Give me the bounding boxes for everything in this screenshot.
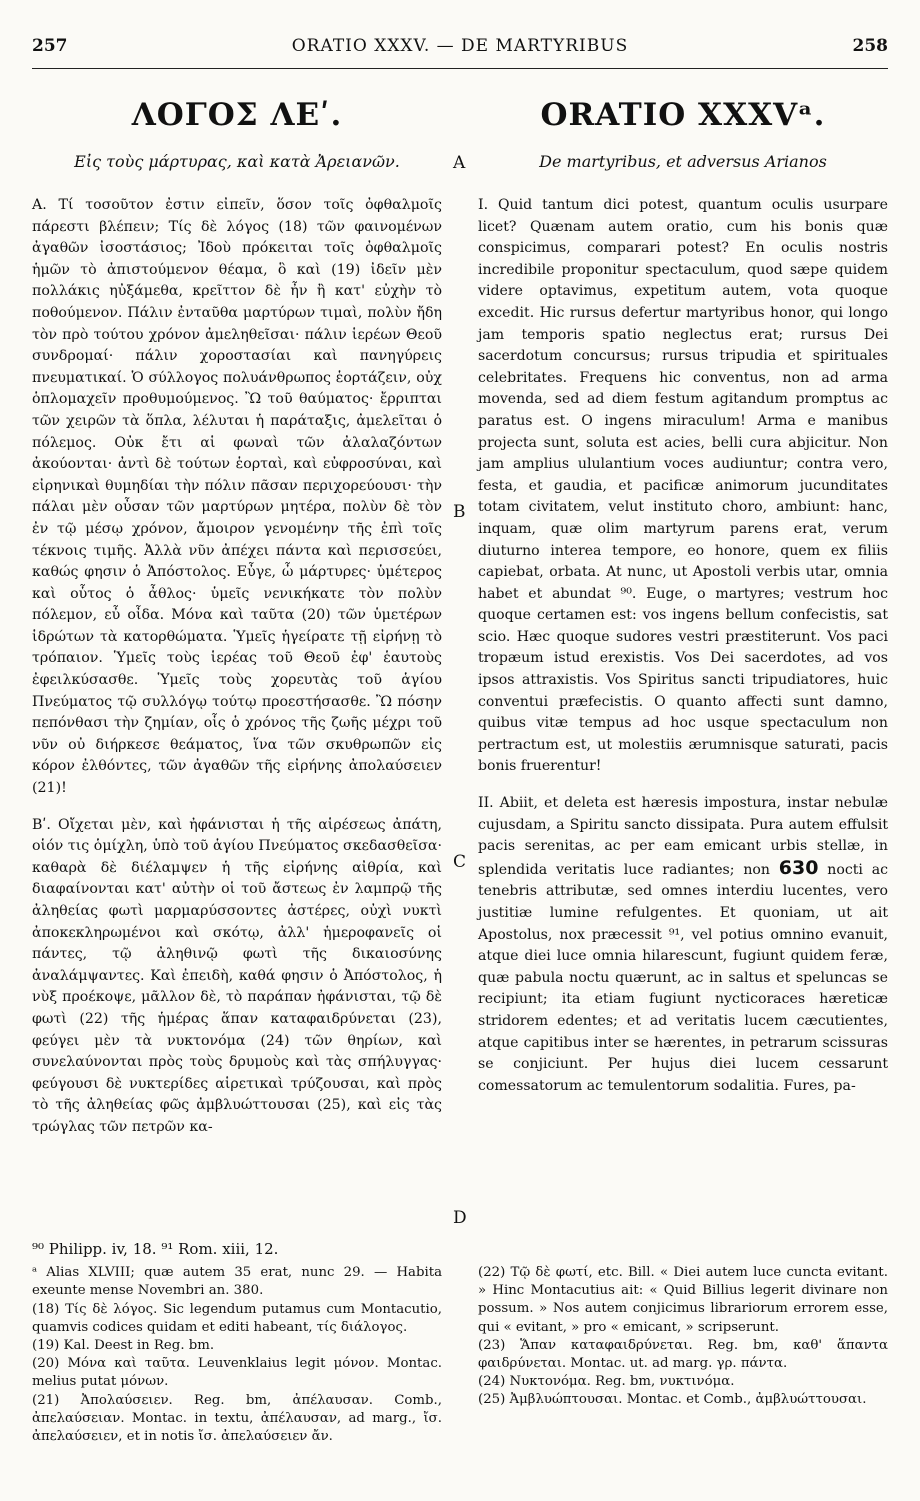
- footnote-21: (21) Ἀπολαύσειεν. Reg. bm, ἀπέλαυσαν. Comb., ἀπελαύσειαν. Montac. in textu, ἀπέλαυσαν, ad marg., ἴσ. ἀπελαύσειεν, et in notis ἴσ. ἀπελαύσειεν ἄν.: [32, 1392, 442, 1445]
- greek-paragraph-2: Βʹ. Οἴχεται μὲν, καὶ ἠφάνισται ἡ τῆς αἱρέσεως ἀπάτη, οἱόν τις ὁμίχλη, ὑπὸ τοῦ ἁγίου Πνεύματος σκεδασθεῖσα· καθαρὰ δὲ διέλαμψεν ἡ τῆς εἰρήνης αἰθρία, καὶ διαφαίνονται κατ' αὐτὴν οἱ τοῦ ἄστεως ἐν λαμπρῷ τῆς ἀληθείας φωτὶ μαρμαρύσσοντες ἀστέρες, οὐχὶ νυκτὶ ἀποκεκληρωμένοι καὶ σκότῳ, ἀλλ' ἡμεροφανεῖς οἱ πάντες, τῷ ἀληθινῷ φωτὶ τῆς δικαιοσύνης ἀναλάμψαντες. Καὶ ἐπειδὴ, καθά φησιν ὁ Ἀπόστολος, ἡ νὺξ προέκοψε, μᾶλλον δὲ, τὸ παράπαν ἠφάνισται, τῷ δὲ φωτὶ (22) τῆς ἡμέρας ἅπαν καταφαιδρύνεται (23), φεύγει μὲν τὰ νυκτονόμα (24) τῶν θηρίων, καὶ συνελαύνονται πρὸς τοὺς δρυμοὺς καὶ τὰς σπήλυγγας· φεύγουσι δὲ νυκτερίδες αἱρετικαὶ τρύζουσαι, καὶ πρὸς τὸ τῆς ἀληθείας φῶς ἀμβλυώττουσαι (25), καὶ εἰς τὰς τρώγλας τῶν πετρῶν κα-: [32, 816, 442, 1135]
- footnote-25: (25) Ἀμβλυώπτουσαι. Montac. et Comb., ἀμβλυώττουσαι.: [478, 1392, 867, 1408]
- section-marker-b: B: [453, 502, 466, 522]
- greek-title: ΛΟΓΟΣ ΛΕʹ.: [131, 97, 343, 133]
- page-number-left: 257: [32, 36, 68, 56]
- section-marker-c: C: [453, 852, 467, 872]
- page-number-right: 258: [852, 36, 888, 56]
- scripture-citations: ⁹⁰ Philipp. iv, 18. ⁹¹ Rom. xiii, 12.: [32, 1240, 279, 1258]
- greek-column: [32, 95, 442, 1139]
- latin-subtitle: De martyribus, et adversus Arianos: [539, 152, 827, 171]
- latin-paragraph-2: [478, 793, 888, 1097]
- running-header: [32, 28, 888, 69]
- footnotes-right: [478, 1264, 888, 1410]
- footnote-23: (23) Ἅπαν καταφαιδρύνεται. Reg. bm, καθ' ἅπαντα φαιδρύνεται. Montac. ut. ad marg. γρ. πάντα.: [478, 1337, 888, 1372]
- footnote-20: (20) Μόνα καὶ ταῦτα. Leuvenklaius legit μόνον. Montac. melius putat μόνων.: [32, 1356, 442, 1390]
- column-number: 630: [778, 856, 819, 879]
- footnotes-left: [32, 1240, 442, 1446]
- latin-column: [478, 95, 888, 1097]
- footnote-24: (24) Νυκτονόμα. Reg. bm, νυκτινόμα.: [478, 1374, 735, 1390]
- latin-paragraph-2-start: II. Abiit, et deleta est hæresis impostura, instar nebulæ cujusdam, a Spiritu sancto dissipata. Pura autem effulsit pacis serenitas, ac per eam emicant urbis stellæ, in splendida veritatis luce radiantes; non: [478, 795, 888, 878]
- latin-paragraph-2-end: nocti ac tenebris attributæ, sed omnes interdiu lucentes, vero justitiæ lumine refulgentes. Et quoniam, ut ait Apostolus, nox præcessit ⁹¹, vel potius omnino evanuit, atque diei luce omnia hilarescunt, fugiunt quidem feræ, quæ pabula noctu quærunt, ac in saltus et speluncas se recipiunt; ita etiam fugiunt nycticoraces hæreticæ stridorem edentes; et ad veritatis lucem cæcutientes, atque capitibus inter se hærentes, in petrarum scissuras se conjiciunt. Per hujus diei lucem cessarunt comessatorum ac temulentorum sodalitia. Fures, pa-: [478, 861, 888, 1094]
- footnote-22: (22) Τῷ δὲ φωτί, etc. Bill. « Diei autem luce cuncta evitant. » Hinc Montacutius ait: « Quid Billius legerit divinare non possum. » Nos autem conjicimus librariorum errorem esse, qui « evitant, » pro « emicant, » scripserunt.: [478, 1265, 888, 1335]
- latin-title: ORATIO XXXVᵃ.: [540, 97, 826, 133]
- latin-paragraph-1: I. Quid tantum dici potest, quantum oculis usurpare licet? Quænam autem oratio, cum his bonis quæ conspicimus, comparari potest? En oculis nostris incredibile proponitur spectaculum, quod sæpe quidem videre optavimus, expetitum autem, vota quoque excedit. Hic rursus defertur martyribus honor, qui longo jam temporis spatio neglectus erat; rursus Dei sacerdotum concursus; rursus tripudia et spirituales celebritates. Frequens hic conventus, non ad arma movenda, sed ad diem festum agitandum promptus ac paratus est. O ingens miraculum! Arma e manibus projecta sunt, soluta est acies, belli cura abjicitur. Non jam amplius ululantium voces audiuntur; contra vero, festa, et gaudia, et pacificæ animorum jucunditates totam civitatem, velut instituto choro, ambiunt: hanc, inquam, quæ olim martyrum parens erat, verum diuturno interea tempore, eo honore, quem ex filiis capiebat, orbata. At nunc, ut Apostoli verbis utar, omnia habet et abundat ⁹⁰. Euge, o martyres; vestrum hoc quoque certamen est: vos ingens bellum confecistis, sat scio. Hæc quoque sudores vestri præstiterunt. Vos paci tropæum istud erexistis. Vos Dei sacerdotes, ad vos ipsos attraxistis. Vos Spiritus sancti tripudiatores, huic conventui præfecistis. O quanto affecti sunt damno, quibus vitæ tempus ad hoc usque spectaculum non pertractum est, ut molestiis ærumnisque saturati, pacis bonis fruerentur!: [478, 197, 888, 775]
- footnote-18: (18) Τίς δὲ λόγος. Sic legendum putamus cum Montacutio, quamvis codices quidam et editi habeant, τίς διάλογος.: [32, 1301, 442, 1335]
- section-marker-a: A: [453, 153, 466, 173]
- greek-subtitle: Εἰς τοὺς μάρτυρας, καὶ κατὰ Ἀρειανῶν.: [74, 152, 400, 171]
- running-title: ORATIO XXXV. — DE MARTYRIBUS: [291, 36, 629, 56]
- footnote-a: ᵃ Alias XLVIII; quæ autem 35 erat, nunc 29. — Habita exeunte mense Novembri an. 380.: [32, 1265, 442, 1299]
- greek-paragraph-1: Α. Τί τοσοῦτον ἐστιν εἰπεῖν, ὅσον τοῖς ὀφθαλμοῖς πάρεστι βλέπειν; Τίς δὲ λόγος (18) τῶν φαινομένων ἀγαθῶν ἰσοστάσιος; Ἰδοὺ πρόκειται τοῖς ὀφθαλμοῖς ἡμῶν τὸ ἀπιστούμενον θέαμα, ὃ καὶ (19) ἰδεῖν μὲν πολλάκις ηὐξάμεθα, κρεῖττον δὲ ἦν ἢ κατ' εὐχὴν τὸ ποθούμενον. Πάλιν ἐνταῦθα μαρτύρων τιμαὶ, πολὺν ἤδη τὸν πρὸ τούτου χρόνον ἀμεληθεῖσαι· πάλιν ἱερέων Θεοῦ συνδρομαί· πάλιν χοροστασίαι καὶ πανηγύρεις πνευματικαί. Ὁ σύλλογος πολυάνθρωπος ἑορτάζειν, οὐχ ὁπλομαχεῖν προθυμούμενος. Ὢ τοῦ θαύματος· ἔρριπται τῶν χειρῶν τὰ ὅπλα, λέλυται ἡ παράταξις, ἀμελεῖται ὁ πόλεμος. Οὐκ ἔτι αἱ φωναὶ τῶν ἀλαλαζόντων ἀκούονται· ἀντὶ δὲ τούτων ἑορταὶ, καὶ εὐφροσύναι, καὶ εἰρηνικαὶ θυμηδίαι τὴν πόλιν πᾶσαν περιχορεύουσι· τὴν πάλαι μὲν οὖσαν τῶν μαρτύρων μητέρα, πολὺν δὲ τὸν ἐν τῷ μέσῳ χρόνον, ἄμοιρον γενομένην τῆς ἐπὶ τοῖς τέκνοις τιμῆς. Ἀλλὰ νῦν ἀπέχει πάντα καὶ περισσεύει, καθώς φησιν ὁ Ἀπόστολος. Εὖγε, ὦ μάρτυρες· ὑμέτερος καὶ οὗτος ὁ ἆθλος· ὑμεῖς νενικήκατε τὸν πολὺν πόλεμον, εὖ οἶδα. Μόνα καὶ ταῦτα (20) τῶν ὑμετέρων ἱδρώτων τὰ κατορθώματα. Ὑμεῖς ἡγείρατε τῇ εἰρήνῃ τὸ τρόπαιον. Ὑμεῖς τοὺς ἱερέας τοῦ Θεοῦ ἐφ' ἑαυτοὺς ἐφειλκύσασθε. Ὑμεῖς τοὺς χορευτὰς τοῦ ἁγίου Πνεύματος τῷ συλλόγῳ τούτῳ προεστήσασθε. Ὢ πόσην πεπόνθασι τὴν ζημίαν, οἷς ὁ χρόνος τῆς ζωῆς μέχρι τοῦ νῦν οὐ διήρκεσε θεάματος, ἵνα τῶν σκυθρωπῶν εἰς κόρον ἐλθόντες, τῶν ἀγαθῶν τῆς εἰρήνης ἀπολαύσειεν (21)!: [32, 197, 442, 797]
- section-marker-d: D: [453, 1208, 467, 1228]
- footnote-19: (19) Kal. Deest in Reg. bm.: [32, 1338, 215, 1354]
